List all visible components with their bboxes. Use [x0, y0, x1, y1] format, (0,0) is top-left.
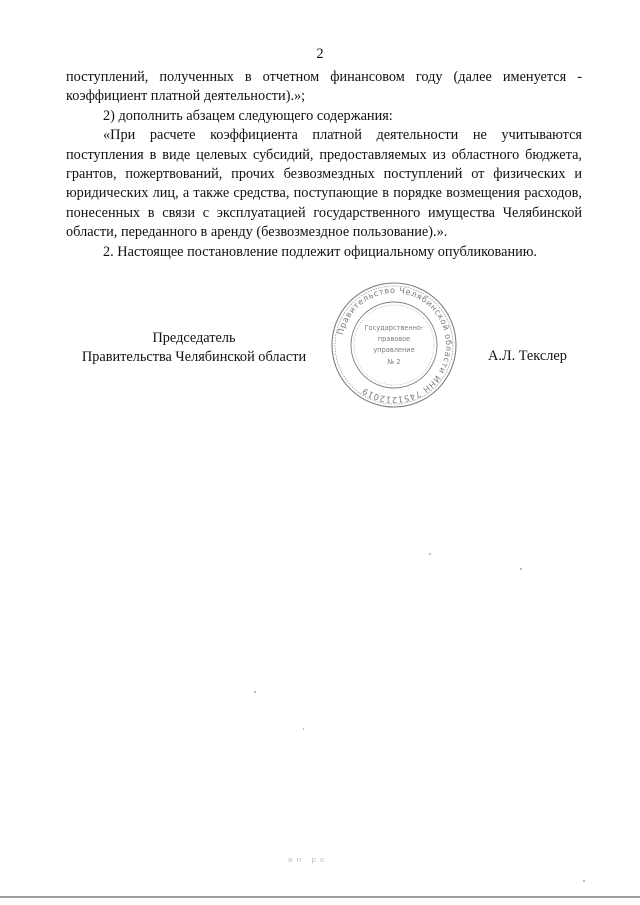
- seal-inner-line4: № 2: [387, 358, 401, 366]
- footer-scan-trace: ип ро: [288, 856, 329, 864]
- seal-inner-line3: управление: [373, 346, 415, 354]
- paragraph-amendment-intro: 2) дополнить абзацем следующего содержания:: [103, 107, 393, 124]
- scan-speck: [583, 880, 585, 882]
- scan-speck: [429, 553, 431, 555]
- scan-speck: [254, 691, 256, 693]
- signatory-position: [74, 329, 314, 367]
- page-bottom-edge: [0, 896, 640, 898]
- document-body: [66, 68, 582, 262]
- scan-speck: [520, 568, 522, 570]
- seal-inner-line2: правовое: [377, 335, 411, 343]
- page-number: 2: [316, 46, 324, 62]
- signatory-position-line1: Председатель: [152, 330, 236, 346]
- paragraph-publication: 2. Настоящее постановление подлежит официальному опубликованию.: [103, 243, 538, 260]
- seal-outer-text: Правительство Челябинской области ИНН 7451212019: [335, 284, 455, 406]
- official-seal-stamp: [329, 280, 459, 410]
- signatory-name: А.Л. Текслер: [488, 348, 567, 364]
- seal-inner-line1: Государственно-: [364, 324, 424, 332]
- scan-speck: [303, 728, 304, 730]
- paragraph-amendment-text: «При расчете коэффициента платной деятельности не учитываются поступления в виде целевых субсидий, предоставляемых из областного бюджета, грантов, пожертвований, прочих безвозмездных поступлений от физических и юридических лиц, а также средства, поступающие в порядке возмещения расходов, понесенных в связи с эксплуатацией государственного имущества Челябинской области, переданного в аренду (безвозмездное пользование).».: [66, 127, 582, 241]
- paragraph-continuation: поступлений, полученных в отчетном финансовом году (далее именуется - коэффициент платной деятельности).»;: [66, 69, 582, 105]
- signatory-position-line2: Правительства Челябинской области: [81, 349, 307, 365]
